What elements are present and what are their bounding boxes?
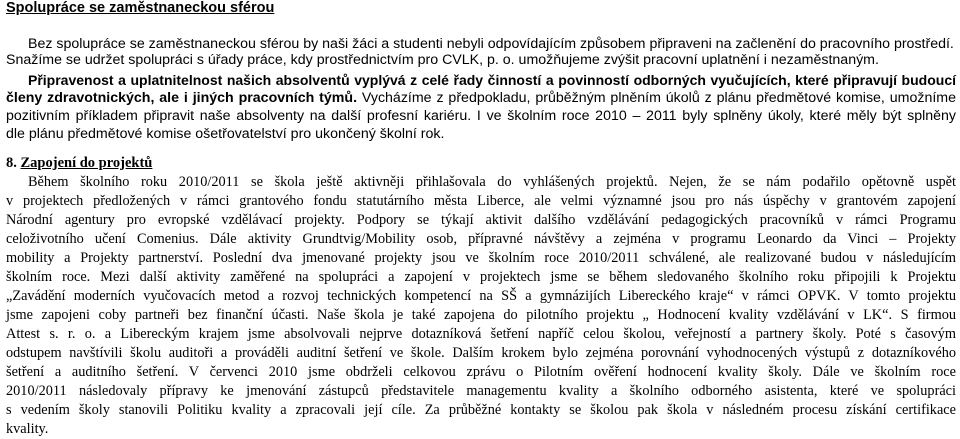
section-8-title: Zapojení do projektů xyxy=(20,155,153,171)
s8-line: mobility a Projekty partnerství. Poslední dva jmenované projekty jsou ve školním roce 2010/2011 schválené, ale realizované budou v následujícím xyxy=(6,250,956,266)
s8-line: s vedením školy stanovili Politiku kvality a zpracovali její cíle. Za průběžné kontakty se školou pak škola v následném procesu získání certifikace xyxy=(6,402,956,418)
s8-line: v projektech předložených v rámci grantového fondu statutárního města Liberce, ale velmi významné jsou pro nás úspěchy v grantovém zapojení xyxy=(6,193,956,209)
para2-line-4: dle plánu předmětové komise ošetřovatelství pro ukončený školní rok. xyxy=(6,126,445,142)
s8-line: školním roce. Mezi další aktivity zaměřené na spolupráci a zapojení v projektech jsme se během sledovaného školního roku připojili k Projektu xyxy=(6,269,956,285)
intro-line-2: Snažíme se udržet spolupráci s úřady práce, kdy prostřednictvím pro CVLK, p. o. umožňujeme zvýšit pracovní uplatnění i nezaměstnaným. xyxy=(6,52,879,68)
section-heading: Spolupráce se zaměstnaneckou sférou xyxy=(6,0,275,16)
s8-line: „Zavádění moderních vyučovacích metod a rozvoj technických kompetencí na SŠ a gymnázijích Libereckého kraje“ v rámci OPVK. V tomto projektu xyxy=(6,288,956,304)
s8-line: Během školního roku 2010/2011 se škola ještě aktivněji přihlašovala do vyhlášených projektů. Nejen, že se nám podařilo opětovně uspět xyxy=(28,174,956,190)
para2-line-3: pozitivním příkladem připravit naše absolventy na další profesní kariéru. I ve školním roce 2010 – 2011 byly splněny úkoly, které měly být splněny xyxy=(6,108,956,124)
section-8-heading xyxy=(6,154,152,173)
s8-line: kvality. xyxy=(6,421,49,437)
para2-line-1: Připravenost a uplatnitelnost našich absolventů vyplývá z celé řady činností a povinností odborných vyučujících, které připravují budoucí xyxy=(28,72,956,88)
intro-line-1: Bez spolupráce se zaměstnaneckou sférou by naši žáci a studenti nebyli odpovídajícím způsobem připraveni na začlenění do pracovního prostředí. xyxy=(28,36,954,52)
s8-line: 2010/2011 následovaly přípravy ke jmenování zástupců představitele managementu kvality a školního odborného asistenta, které ve spolupráci xyxy=(6,383,956,399)
section-8-number: 8. xyxy=(6,155,17,171)
s8-line: Národní agentury pro evropské vzdělávací projekty. Podpory se týkají aktivit dalšího vzdělávání pedagogických pracovníků v rámci Programu xyxy=(6,212,956,228)
s8-line: jsme zapojeni coby partneři bez finanční účasti. Naše škola je také zapojena do pilotního projektu „ Hodnocení kvality vzdělávání v LK“. S firmou xyxy=(6,307,956,323)
para2-line-2 xyxy=(6,89,956,108)
para2-line-2-rest: Vycházíme z předpokladu, průběžným plněním úkolů z plánu předmětové komise, umožníme xyxy=(357,90,956,106)
para2-bold-phrase: členy zdravotnických, ale i jiných pracovních týmů. xyxy=(6,90,358,106)
s8-line: Attest s. r. o. a Libereckým krajem jsme absolvovali nejprve dotazníková šetření napříč celou školou, veřejností a partnery školy. Poté s časovým xyxy=(6,326,956,342)
s8-line: šetření a auditního šetření. V červenci 2010 jsme obdrželi celkovou zprávu o Pilotním ověření hodnocení kvality školy. Dále ve školním roce xyxy=(6,364,956,380)
s8-line: celoživotního učení Comenius. Dále aktivity Grundtvig/Mobility osob, přípravné návštěvy a zejména v programu Leonardo da Vinci – Projekty xyxy=(6,231,956,247)
s8-line: odstupem navštívili školu auditoři a prováděli auditní šetření ve škole. Dalším krokem bylo zejména porovnání vyhodnocených výstupů z dotazníkového xyxy=(6,345,956,361)
